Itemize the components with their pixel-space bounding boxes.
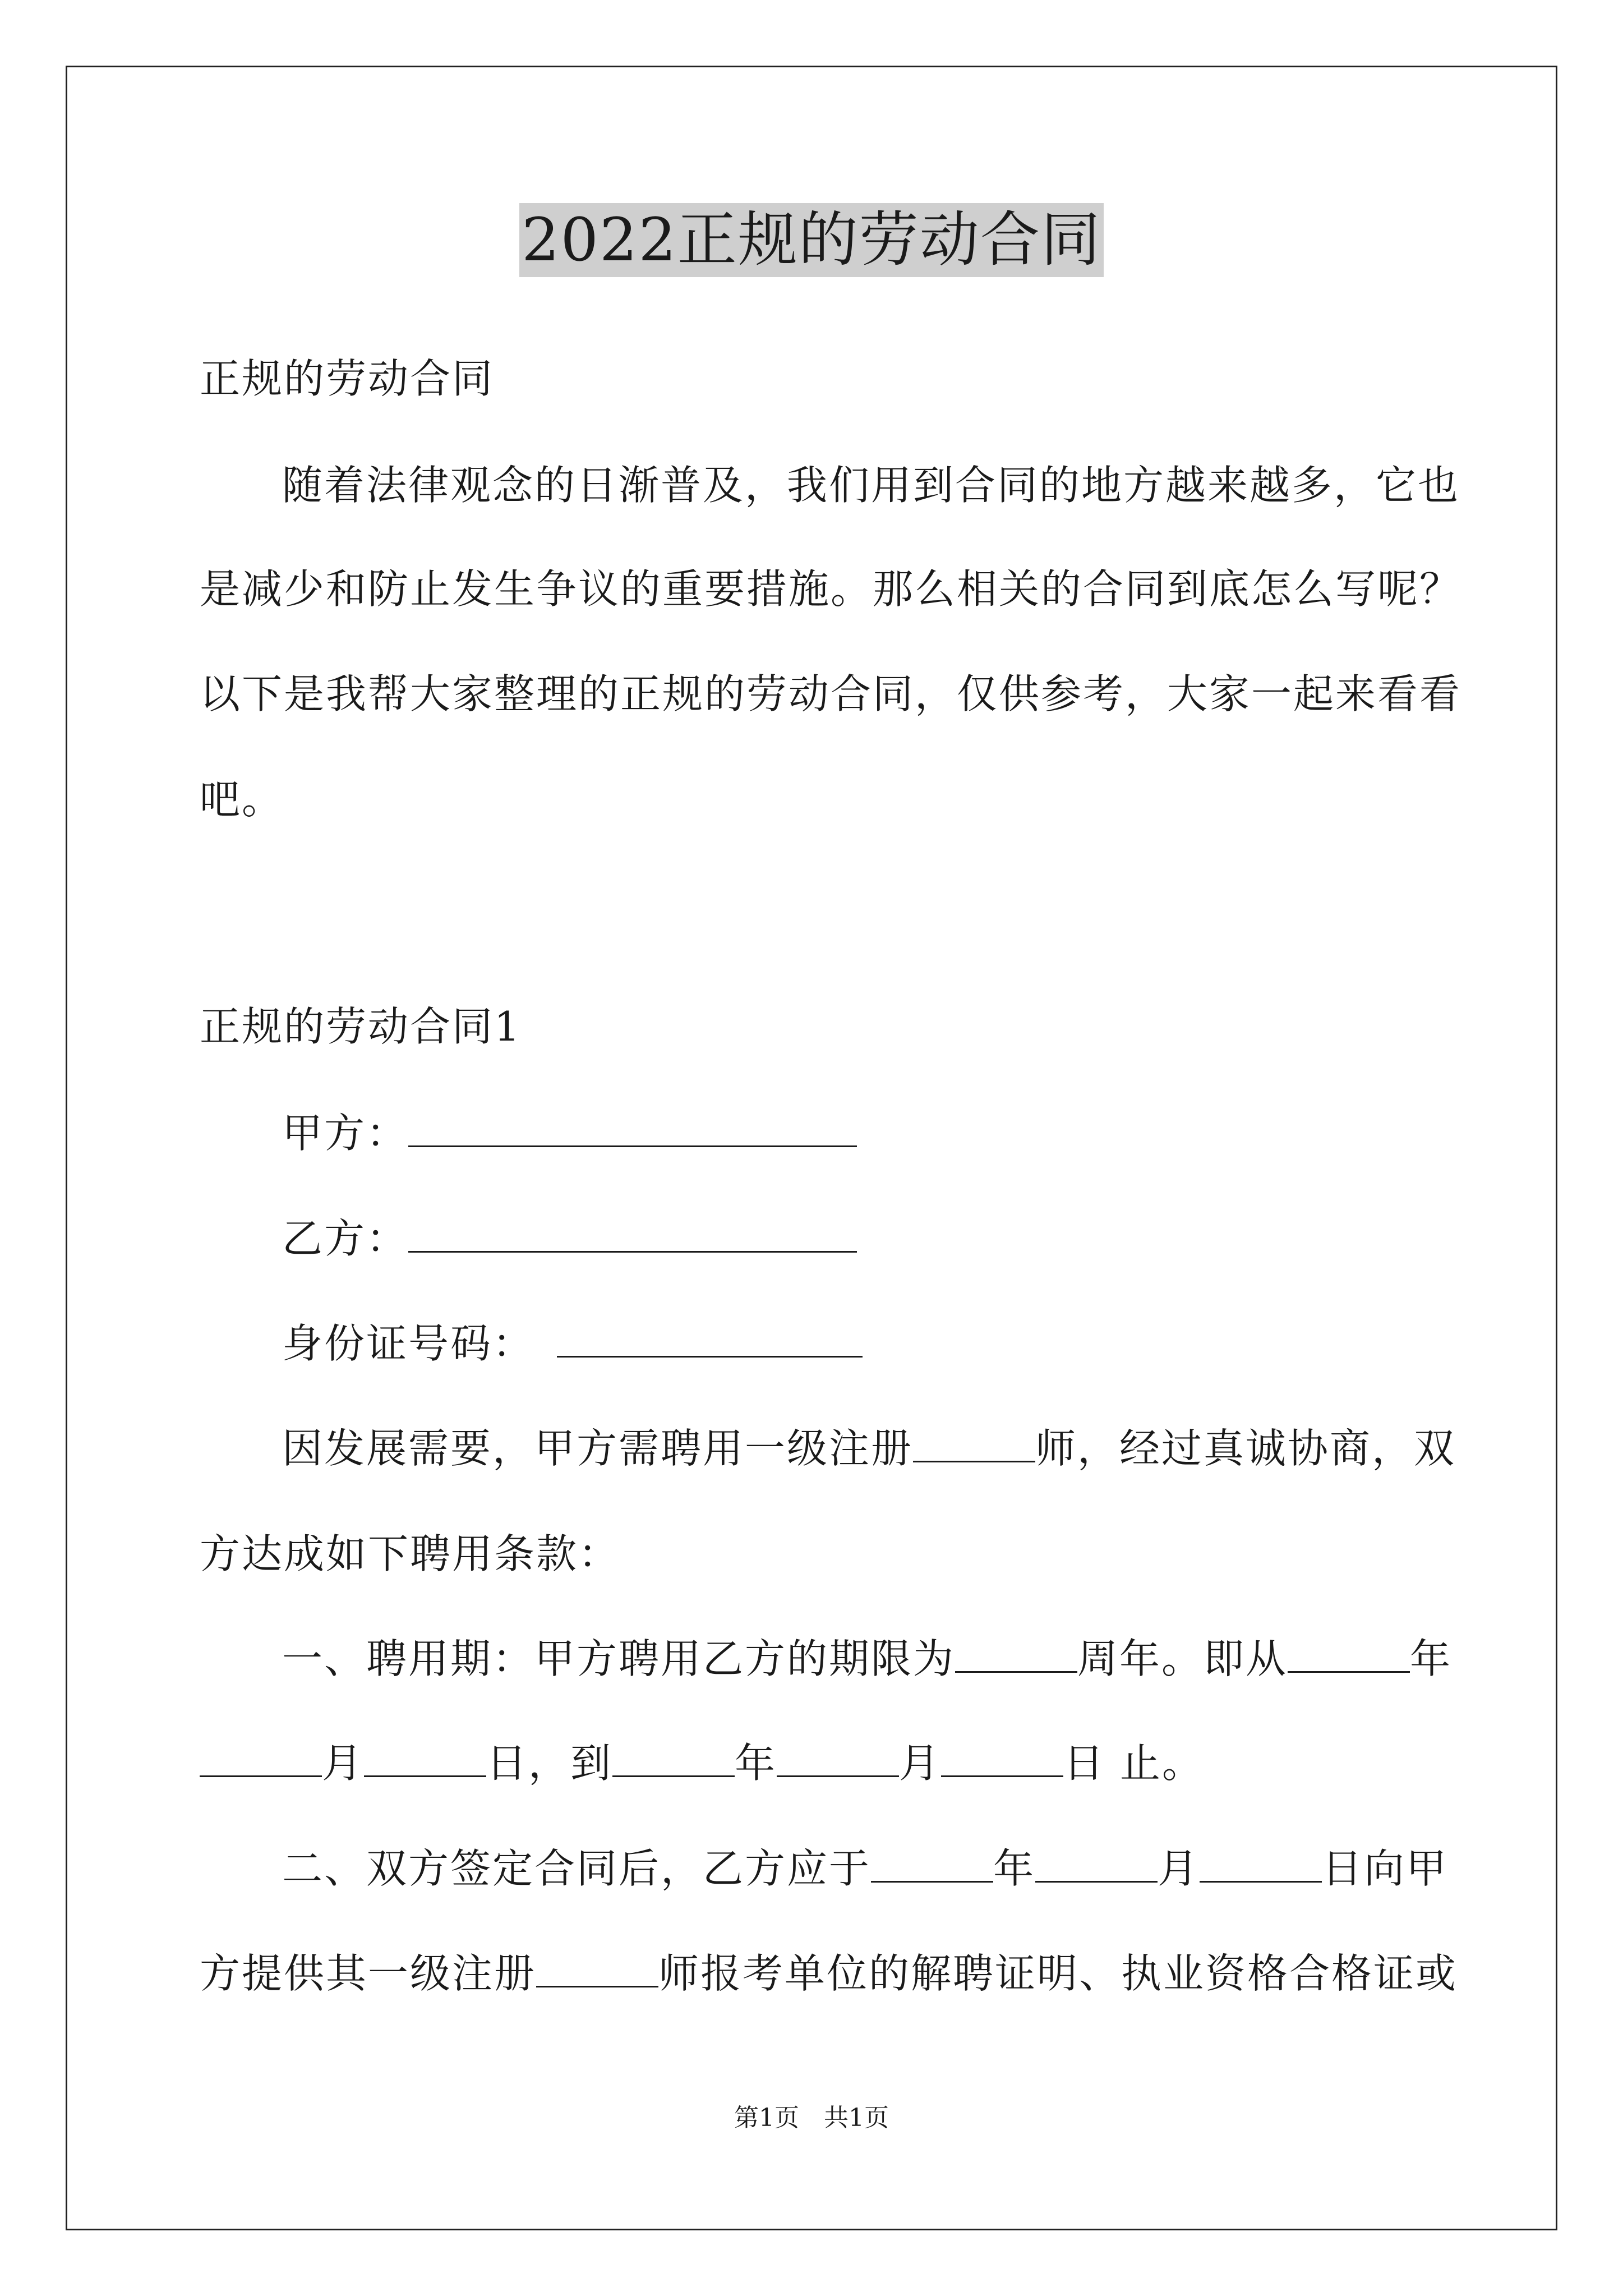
intro-line-3: 以下是我帮大家整理的正规的劳动合同，仅供参考，大家一起来看看 (200, 670, 1462, 717)
party-a-blank (408, 1111, 857, 1147)
party-b-row (282, 1213, 1428, 1264)
clause-2-month-blank (1035, 1846, 1158, 1883)
clause-intro-line-1 (282, 1423, 1456, 1474)
intro-line-4: 吧。 (200, 776, 284, 823)
clause-1-end-label: 日 止。 (1063, 1740, 1204, 1787)
clause-1-text-1: 一、聘用期：甲方聘用乙方的期限为 (282, 1635, 956, 1682)
section-title: 正规的劳动合同1 (200, 1003, 522, 1050)
clause-1-line-1 (282, 1634, 1453, 1684)
clause-2-year-label: 年 (993, 1845, 1036, 1892)
clause-intro-blank (913, 1426, 1035, 1462)
clause-1-line-2 (200, 1738, 1428, 1788)
clause-1-start-year-blank (1288, 1636, 1410, 1673)
intro-line-2: 是减少和防止发生争议的重要措施。那么相关的合同到底怎么写呢？ (200, 565, 1462, 613)
clause-1-end-month-blank (777, 1741, 899, 1777)
document-title: 2022正规的劳动合同 (519, 203, 1104, 277)
clause-2-profession-blank (536, 1951, 658, 1987)
clause-1-text-3: 年 (1410, 1635, 1453, 1682)
clause-intro-line-2: 方达成如下聘用条款： (200, 1530, 621, 1577)
party-a-label: 甲方： (282, 1110, 409, 1157)
clause-1-end-day-blank (941, 1741, 1063, 1777)
clause-2-text-2: 方提供其一级注册 (200, 1950, 537, 1997)
clause-1-text-2: 周年。即从 (1077, 1635, 1288, 1682)
clause-1-start-day-blank (364, 1741, 486, 1777)
subtitle: 正规的劳动合同 (200, 355, 495, 402)
clause-2-day-blank (1200, 1846, 1322, 1883)
clause-2-end-label: 日向甲 (1322, 1845, 1449, 1892)
party-b-label: 乙方： (282, 1215, 409, 1262)
clause-2-year-blank (871, 1846, 993, 1883)
title-container (0, 203, 1623, 277)
clause-1-year-label: 年 (735, 1740, 777, 1787)
id-number-row (282, 1318, 1428, 1369)
page-footer: 第1页 共1页 (734, 2104, 889, 2132)
clause-1-month-label: 月 (322, 1740, 365, 1787)
clause-2-text-3: 师报考单位的解聘证明、执业资格合格证或 (658, 1950, 1458, 1997)
clause-1-years-blank (955, 1636, 1077, 1673)
clause-intro-text-1: 因发展需要，甲方需聘用一级注册 (282, 1425, 914, 1472)
id-number-label: 身份证号码： (282, 1320, 535, 1367)
clause-1-day-to-label: 日，到 (486, 1740, 613, 1787)
intro-line-1: 随着法律观念的日渐普及，我们用到合同的地方越来越多，它也 (282, 462, 1460, 509)
clause-intro-text-2: 师，经过真诚协商，双 (1035, 1425, 1456, 1472)
clause-1-month2-label: 月 (899, 1740, 942, 1787)
clause-1-end-year-blank (612, 1741, 735, 1777)
clause-2-month-label: 月 (1158, 1845, 1200, 1892)
id-number-blank (557, 1321, 863, 1358)
party-b-blank (408, 1216, 857, 1253)
clause-1-start-month-blank (200, 1741, 322, 1777)
clause-2-line-2 (200, 1948, 1458, 1999)
party-a-row (282, 1108, 1428, 1158)
clause-2-text-1: 二、双方签定合同后，乙方应于 (282, 1845, 872, 1892)
clause-2-line-1 (282, 1843, 1449, 1894)
